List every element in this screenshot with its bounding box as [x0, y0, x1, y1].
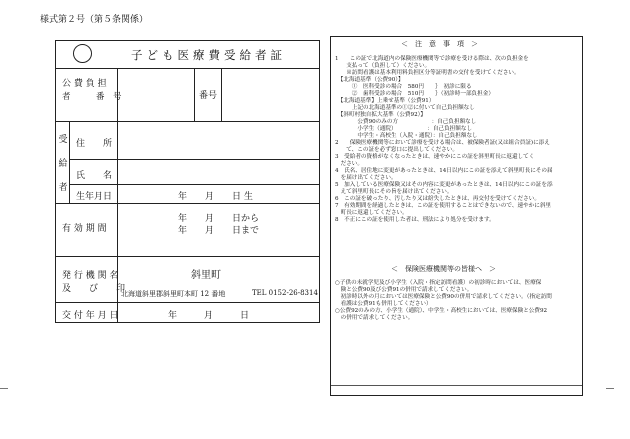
address-label: 住 所: [76, 139, 113, 149]
note-line: 1 この証で北海道内の保険医療機関等で診療を受ける際は、次の負担金を: [335, 56, 529, 62]
issuer-label: 発 行 機 関 名: [62, 271, 119, 281]
note-line: 【北海道基準】上乗せ基準（公費91）: [335, 98, 435, 104]
notes-card: [330, 36, 583, 396]
form-number-label: 様式第２号（第５条関係）: [40, 15, 149, 25]
divider: [194, 68, 195, 121]
divider: [117, 68, 118, 121]
note-line: 8 不正にこの証を使用した者は、刑法により処分を受けます。: [335, 217, 495, 223]
payer-number-label-2: 者 番 号: [62, 92, 122, 102]
certificate-title: 子ども医療費受給者証: [131, 48, 286, 62]
note-line: 支払って（負担して）ください。: [335, 63, 431, 69]
note-line: 上記の北海道基準の①②に付いて自己負担額なし: [335, 105, 475, 111]
recipient-vertical-label: 受 給 者: [58, 135, 68, 193]
notes-heading-providers: ＜ 保険医療機関等の皆様へ ＞: [391, 265, 496, 273]
divider: [69, 121, 70, 203]
note-line: 小学生（通院） ：自己負担額なし: [335, 126, 473, 132]
note-line: 3 受給者の資格がなくなったときは、速やかにこの証を斜里町長に返還してく: [335, 154, 535, 160]
note-line: ② 歯科受診の場合 510円 ｝（初診時一部負担金）: [335, 91, 494, 97]
divider: [56, 68, 319, 69]
number-label: 番号: [199, 91, 218, 101]
margin-mark: [0, 388, 8, 389]
issuer-phone: TEL 0152-26-8314: [252, 289, 318, 297]
note-line: 2 保険医療機関等において診療を受ける場合は、被保険者証(又は組合員証)に添え: [335, 140, 550, 146]
divider: [117, 302, 118, 322]
name-label: 氏 名: [76, 171, 113, 181]
note-line: 【北海道基準（公費90）】: [335, 77, 404, 83]
divider: [331, 385, 582, 386]
divider: [117, 256, 118, 302]
note-line: 初診時以外の月においては医療保険と公費90の併用で請求してください。（指定訪問: [335, 294, 552, 300]
issuer-label-2: 及 び 印: [62, 284, 126, 294]
validity-label: 有 効 期 間: [62, 224, 107, 234]
note-line: ださい。: [335, 161, 363, 167]
note-line: 中学生・高校生（入院・通院）：自己負担額なし: [335, 133, 478, 139]
issuer-address: 北海道斜里郡斜里町本町 12 番地: [121, 290, 226, 298]
note-line: 町長に返還してください。: [335, 210, 408, 216]
validity-to: 年 月 日まで: [178, 226, 260, 236]
note-line: 5 加入している医療保険又はその内容に変更があったときは、14日以内にこの証を添: [335, 182, 553, 188]
note-line: 7 有効期間を経過したときは、この証を使用することはできないので、速やかに斜里: [335, 203, 552, 209]
dob-value: 年 月 日 生: [178, 192, 253, 202]
note-line: えて斜里町長にその旨を届け出てください。: [335, 189, 453, 195]
note-line: を届け出てください。: [335, 175, 397, 181]
notes-heading: ＜ 注 意 事 項 ＞: [401, 40, 478, 48]
issue-date-label: 交 付 年 月 日: [62, 311, 119, 321]
validity-from: 年 月 日から: [178, 214, 260, 224]
note-line: の併用で請求してください。: [335, 315, 414, 321]
note-line: ○子供の未就学児及び小学生（入院・指定訪問看護）の初診時においては、医療保: [335, 280, 542, 286]
stamp-circle: [73, 44, 92, 63]
payer-number-label: 公 費 負 担: [62, 79, 107, 89]
divider: [69, 159, 319, 160]
divider: [117, 203, 118, 256]
notes-list-providers: [335, 280, 552, 322]
note-line: て、この証を必ず窓口に提出してください。: [335, 147, 458, 153]
notes-list: [335, 56, 553, 224]
note-line: 【斜町村独自拡大基準（公費92）】: [335, 112, 427, 118]
note-line: 険と公費90及び公費91の併用で請求してください。: [335, 287, 473, 293]
dob-label: 生年月日: [76, 192, 113, 202]
note-line: 4 氏名、居住地に変更があったときは、14日以内にこの証を添えて斜里町長にその届: [335, 168, 553, 174]
margin-mark: [606, 388, 614, 389]
divider: [56, 203, 319, 204]
divider: [56, 302, 319, 303]
note-line: 6 この証を破ったり、汚したり又は紛失したときは、再交付を受けてください。: [335, 196, 540, 202]
note-line: 公費90のみの方 ：自己負担額なし: [335, 119, 477, 125]
issuer-name: 斜里町: [191, 270, 221, 281]
note-line: ○公費92のみの方、小学生（通院）、中学生・高校生においては、医療保険と公費92: [335, 308, 548, 314]
note-line: 看護は公費91も併用してください）: [335, 301, 432, 307]
divider: [56, 256, 319, 257]
note-line: ① 医科受診の場合 580円 ｝ 初診に限る: [335, 84, 472, 90]
divider: [56, 121, 319, 122]
divider: [69, 184, 319, 185]
issue-date-value: 年 月 日: [168, 311, 250, 321]
note-line: ※訪問看護は基本利用料負担区分等証明書の交付を受けてください。: [335, 70, 520, 76]
divider: [221, 68, 222, 121]
certificate-card: [55, 40, 320, 323]
